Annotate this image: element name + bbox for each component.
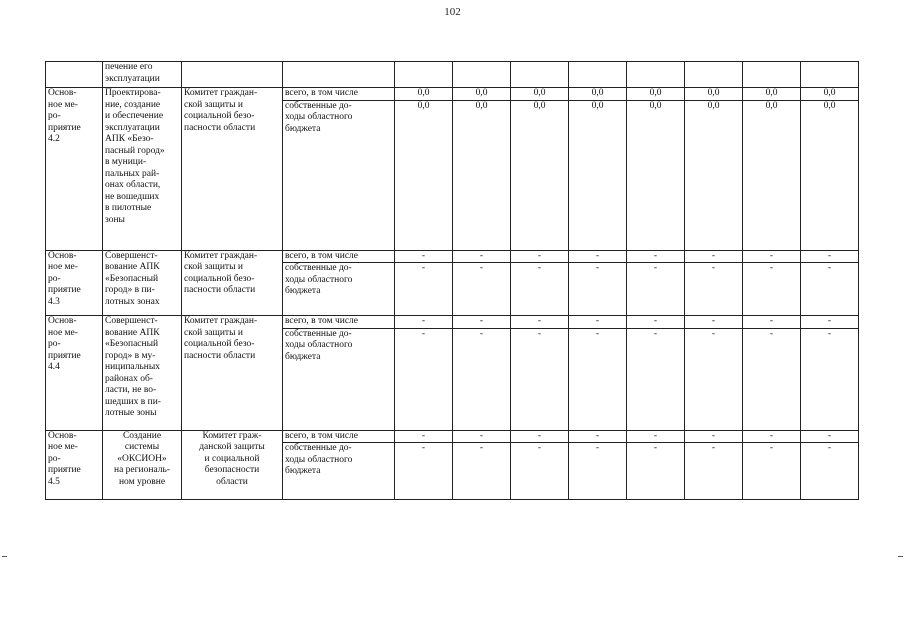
value-total-cell (685, 316, 743, 329)
value-total-cell (627, 250, 685, 263)
value-total-cell-text: - (769, 316, 774, 326)
value-own-cell-text: - (479, 443, 484, 453)
value-own-cell-text: 0,0 (823, 100, 836, 111)
value-total-cell-text: - (479, 430, 484, 441)
value-total-cell (801, 88, 859, 101)
value-total-cell-text: 0,0 (591, 88, 604, 98)
value-own-cell (395, 263, 453, 316)
page-number: 102 (444, 6, 461, 18)
value-total-cell (453, 250, 511, 263)
value-total-cell (453, 430, 511, 443)
value-own-cell (453, 100, 511, 250)
source-own-cell-text: собственные до- ходы областного бюджета (285, 328, 353, 362)
value-total-cell (685, 250, 743, 263)
value-total-cell (569, 316, 627, 329)
description-cell-text: Совершенст- вование АПК «Безопасный город» в пи- лотных зонах (105, 250, 160, 307)
source-total-cell (283, 250, 395, 263)
source-total-cell (283, 316, 395, 329)
value-total-cell (627, 88, 685, 101)
description-cell (103, 88, 182, 251)
value-total-cell-text: 0,0 (823, 88, 836, 98)
event-cell (46, 88, 103, 251)
description-cell (103, 62, 182, 88)
value-own-cell (511, 443, 569, 500)
source-total-cell-text: всего, в том числе (285, 250, 359, 261)
value-own-cell (743, 263, 801, 316)
value-total-cell (395, 88, 453, 101)
value-own-cell-text: - (711, 328, 716, 339)
value-total-cell (627, 430, 685, 443)
value-own-cell-text: 0,0 (533, 100, 546, 111)
value-total-cell-text: 0,0 (417, 88, 430, 98)
source-cell (283, 62, 395, 88)
value-total-cell (511, 430, 569, 443)
value-own-cell-text: 0,0 (649, 100, 662, 111)
table-row-continuation (46, 62, 859, 88)
value-total-cell-text: - (653, 316, 658, 326)
value-own-cell (801, 263, 859, 316)
value-cell (685, 62, 743, 88)
executor-cell-text: Комитет граждан- ской защиты и социальной безо- пасности области (184, 88, 258, 133)
value-total-cell-text: - (653, 430, 658, 441)
value-own-cell (801, 328, 859, 430)
value-own-cell-text: - (479, 263, 484, 273)
value-total-cell (685, 88, 743, 101)
value-total-cell (743, 316, 801, 329)
fragment-line: печение его (105, 62, 153, 72)
value-own-cell (627, 263, 685, 316)
value-own-cell (743, 443, 801, 500)
description-cell (103, 430, 182, 500)
value-cell (801, 62, 859, 88)
source-total-cell-text: всего, в том числе (285, 316, 359, 326)
event-cell-text: Основ- ное ме- ро- приятие 4.2 (48, 88, 81, 144)
value-total-cell-text: - (537, 250, 542, 261)
source-own-cell-text: собственные до- ходы областного бюджета (285, 263, 353, 296)
value-own-cell-text: - (711, 263, 716, 273)
value-total-cell-text: 0,0 (475, 88, 488, 98)
source-own-cell-text: собственные до- ходы областного бюджета (285, 443, 353, 476)
value-own-cell-text: - (479, 328, 484, 339)
source-own-cell (283, 100, 395, 250)
value-total-cell-text: - (827, 430, 832, 441)
table-row (46, 250, 859, 263)
value-own-cell (569, 443, 627, 500)
fragment-line: эксплуатации (105, 73, 160, 84)
value-total-cell (511, 250, 569, 263)
source-total-cell-text: всего, в том числе (285, 88, 359, 98)
event-cell-text: Основ- ное ме- ро- приятие 4.4 (48, 316, 81, 372)
value-own-cell-text: - (595, 328, 600, 339)
value-total-cell (569, 250, 627, 263)
table-row (46, 88, 859, 101)
right-edge-mark (898, 556, 903, 557)
executor-cell (182, 250, 283, 316)
value-total-cell (453, 316, 511, 329)
value-own-cell-text: - (653, 443, 658, 453)
value-own-cell-text: - (827, 328, 832, 339)
value-own-cell (511, 100, 569, 250)
value-total-cell-text: - (769, 250, 774, 261)
executor-cell-text: Комитет граж- данской защиты и социальной безопасности области (199, 430, 265, 487)
event-cell (46, 430, 103, 500)
executor-cell (182, 430, 283, 500)
value-own-cell-text: 0,0 (417, 100, 430, 111)
value-total-cell (801, 316, 859, 329)
event-cell-text: Основ- ное ме- ро- приятие 4.5 (48, 430, 81, 487)
value-own-cell (743, 328, 801, 430)
value-own-cell (743, 100, 801, 250)
executor-cell (182, 62, 283, 88)
value-total-cell (453, 88, 511, 101)
value-own-cell (627, 100, 685, 250)
value-own-cell (685, 100, 743, 250)
executor-cell-text: Комитет граждан- ской защиты и социальной безо- пасности области (184, 250, 258, 295)
value-total-cell-text: - (827, 316, 832, 326)
value-total-cell (395, 316, 453, 329)
table-row (46, 316, 859, 329)
executor-cell (182, 88, 283, 251)
value-total-cell-text: - (711, 250, 716, 261)
source-total-cell (283, 88, 395, 101)
description-cell-text: Создание системы «ОКСИОН» на региональ- ном уровне (114, 430, 170, 487)
left-edge-mark (2, 556, 7, 557)
value-own-cell-text: - (769, 263, 774, 273)
table-body (46, 62, 859, 500)
value-cell (743, 62, 801, 88)
value-total-cell-text: - (479, 316, 484, 326)
value-total-cell-text: 0,0 (649, 88, 662, 98)
value-own-cell-text: - (595, 443, 600, 453)
value-cell (511, 62, 569, 88)
value-total-cell-text: - (537, 430, 542, 441)
value-total-cell (511, 316, 569, 329)
source-total-cell (283, 430, 395, 443)
value-own-cell (453, 263, 511, 316)
value-own-cell-text: 0,0 (475, 100, 488, 111)
value-own-cell (801, 100, 859, 250)
value-own-cell-text: - (653, 328, 658, 339)
executor-cell (182, 316, 283, 431)
value-total-cell (685, 430, 743, 443)
value-own-cell (395, 443, 453, 500)
value-total-cell-text: - (421, 430, 426, 441)
value-own-cell-text: - (537, 328, 542, 339)
value-own-cell (685, 328, 743, 430)
value-cell (395, 62, 453, 88)
source-own-cell (283, 263, 395, 316)
event-cell-text: Основ- ное ме- ро- приятие 4.3 (48, 250, 81, 307)
value-total-cell-text: - (711, 430, 716, 441)
value-own-cell-text: - (421, 263, 426, 273)
value-own-cell-text: - (827, 443, 832, 453)
value-total-cell-text: - (769, 430, 774, 441)
value-own-cell (569, 328, 627, 430)
value-own-cell (685, 263, 743, 316)
value-total-cell (511, 88, 569, 101)
value-total-cell-text: - (421, 250, 426, 261)
value-total-cell-text: - (479, 250, 484, 261)
value-own-cell-text: 0,0 (591, 100, 604, 111)
value-own-cell (395, 100, 453, 250)
value-own-cell-text: 0,0 (707, 100, 720, 111)
source-own-cell-text: собственные до- ходы областного бюджета (285, 100, 353, 134)
value-total-cell-text: - (595, 316, 600, 326)
event-cell (46, 250, 103, 316)
value-total-cell (801, 250, 859, 263)
value-own-cell (453, 328, 511, 430)
table-row (46, 430, 859, 443)
value-total-cell-text: - (711, 316, 716, 326)
description-cell (103, 250, 182, 316)
event-cell (46, 316, 103, 431)
value-own-cell-text: - (421, 443, 426, 453)
value-own-cell (801, 443, 859, 500)
value-own-cell (511, 328, 569, 430)
value-own-cell-text: 0,0 (765, 100, 778, 111)
value-total-cell (569, 88, 627, 101)
description-cell-text: Проектирова- ние, создание и обеспечение эксплуатации АПК «Безо- пасный город» в муници- пальных рай- онах области, не вошедших в пилотные зоны (105, 88, 165, 225)
value-total-cell (395, 250, 453, 263)
value-total-cell-text: - (827, 250, 832, 261)
value-total-cell (743, 88, 801, 101)
value-total-cell-text: - (537, 316, 542, 326)
source-total-cell-text: всего, в том числе (285, 430, 359, 441)
value-own-cell (569, 100, 627, 250)
budget-table (45, 61, 859, 500)
value-total-cell (395, 430, 453, 443)
value-cell (453, 62, 511, 88)
value-total-cell-text: - (653, 250, 658, 261)
value-own-cell (627, 443, 685, 500)
value-own-cell (395, 328, 453, 430)
value-total-cell-text: 0,0 (765, 88, 778, 98)
value-cell (569, 62, 627, 88)
value-own-cell-text: - (769, 443, 774, 453)
source-own-cell (283, 443, 395, 500)
value-own-cell-text: - (769, 328, 774, 339)
value-own-cell-text: - (421, 328, 426, 339)
value-own-cell (685, 443, 743, 500)
executor-cell-text: Комитет граждан- ской защиты и социальной безо- пасности области (184, 316, 258, 361)
value-own-cell (569, 263, 627, 316)
value-own-cell-text: - (537, 263, 542, 273)
value-own-cell-text: - (711, 443, 716, 453)
value-own-cell-text: - (653, 263, 658, 273)
value-total-cell-text: 0,0 (533, 88, 546, 98)
value-total-cell (627, 316, 685, 329)
description-cell-text: Совершенст- вование АПК «Безопасный город» в му- ниципальных районах об- ласти, не во- шедших в пи- лотные зоны (105, 316, 161, 418)
value-own-cell (627, 328, 685, 430)
value-total-cell (801, 430, 859, 443)
value-own-cell-text: - (537, 443, 542, 453)
description-cell (103, 316, 182, 431)
value-total-cell-text: - (595, 430, 600, 441)
value-cell (627, 62, 685, 88)
value-total-cell (743, 430, 801, 443)
value-total-cell-text: - (421, 316, 426, 326)
value-own-cell (511, 263, 569, 316)
value-total-cell-text: - (595, 250, 600, 261)
source-own-cell (283, 328, 395, 430)
value-own-cell-text: - (827, 263, 832, 273)
value-total-cell (743, 250, 801, 263)
event-cell (46, 62, 103, 88)
value-total-cell-text: 0,0 (707, 88, 720, 98)
value-own-cell-text: - (595, 263, 600, 273)
value-total-cell (569, 430, 627, 443)
value-own-cell (453, 443, 511, 500)
